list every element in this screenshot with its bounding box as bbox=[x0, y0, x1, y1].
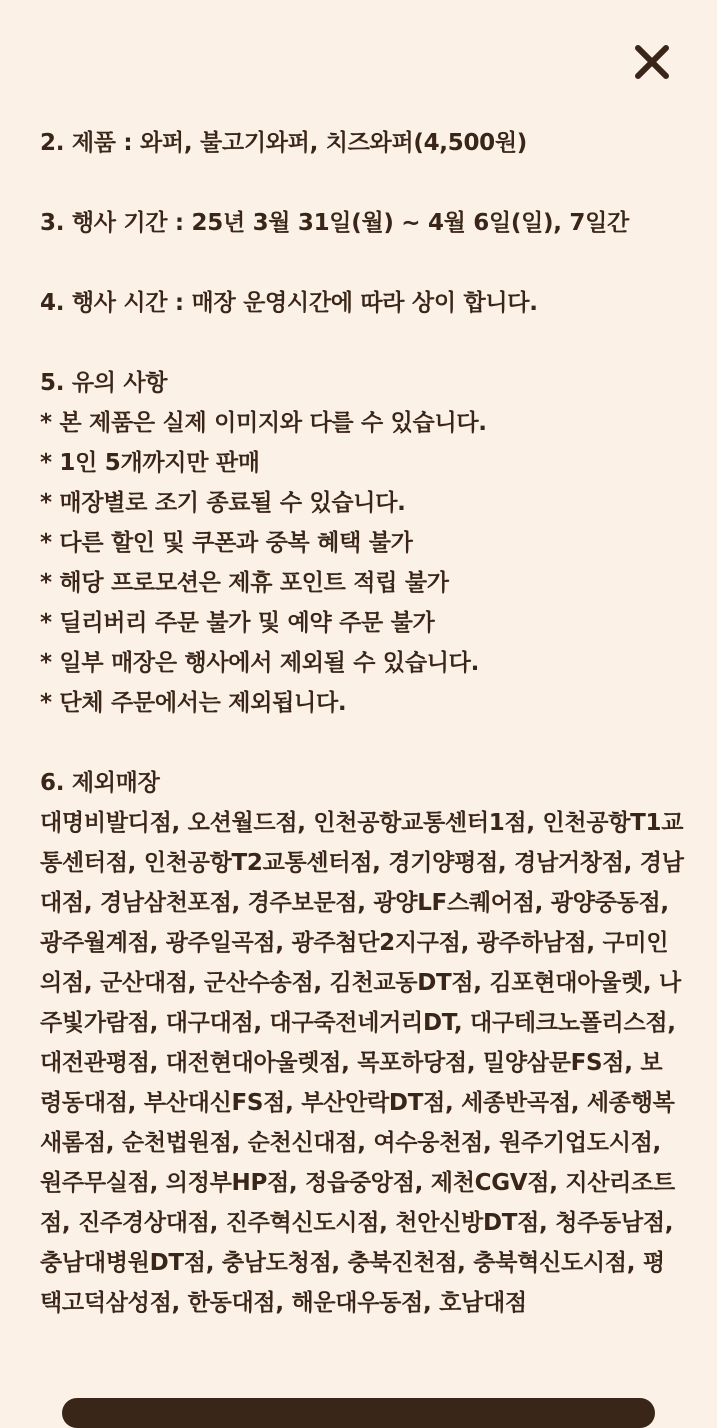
product-line: 2. 제품 : 와퍼, 불고기와퍼, 치즈와퍼(4,500원) bbox=[40, 130, 527, 156]
note-item: * 1인 5개까지만 판매 bbox=[40, 450, 260, 476]
bottom-action-button[interactable] bbox=[62, 1398, 655, 1428]
event-info bbox=[40, 123, 690, 1323]
note-item: * 본 제품은 실제 이미지와 다를 수 있습니다. bbox=[40, 410, 487, 436]
hours-line: 4. 행사 시간 : 매장 운영시간에 따라 상이 합니다. bbox=[40, 290, 538, 316]
close-button[interactable] bbox=[628, 40, 676, 88]
note-item: * 일부 매장은 행사에서 제외될 수 있습니다. bbox=[40, 650, 480, 676]
excluded-title: 6. 제외매장 bbox=[40, 770, 160, 796]
period-line: 3. 행사 기간 : 25년 3월 31일(월) ~ 4월 6일(일), 7일간 bbox=[40, 210, 629, 236]
note-item: * 딜리버리 주문 불가 및 예약 주문 불가 bbox=[40, 610, 435, 636]
note-item: * 다른 할인 및 쿠폰과 중복 혜택 불가 bbox=[40, 530, 413, 556]
note-item: * 단체 주문에서는 제외됩니다. bbox=[40, 690, 347, 716]
excluded-store-list: 대명비발디점, 오션월드점, 인천공항교통센터1점, 인천공항T1교통센터점, 인천공항T2교통센터점, 경기양평점, 경남거창점, 경남대점, 경남삼천포점, 경주보문점, 광양LF스퀘어점, 광양중동점, 광주월계점, 광주일곡점, 광주첨단2지구점, 광주하남점, 구미인의점, 군산대점, 군산수송점, 김천교동DT점, 김포현대아울렛, 나주빛가람점, 대구대점, 대구죽전네거리DT, 대구테크노폴리스점, 대전관평점, 대전현대아울렛점, 목포하당점, 밀양삼문FS점, 보령동대점, 부산대신FS점, 부산안락DT점, 세종반곡점, 세종행복새롬점, 순천법원점, 순천신대점, 여수웅천점, 원주기업도시점, 원주무실점, 의정부HP점, 정읍중앙점, 제천CGV점, 지산리조트점, 진주경상대점, 진주혁신도시점, 천안신방DT점, 청주동남점, 충남대병원DT점, 충남도청점, 충북진천점, 충북혁신도시점, 평택고덕삼성점, 한동대점, 해운대우동점, 호남대점 bbox=[40, 810, 684, 1316]
close-icon bbox=[628, 40, 676, 88]
note-item: * 매장별로 조기 종료될 수 있습니다. bbox=[40, 490, 406, 516]
note-item: * 해당 프로모션은 제휴 포인트 적립 불가 bbox=[40, 570, 449, 596]
notes-title: 5. 유의 사항 bbox=[40, 370, 168, 396]
